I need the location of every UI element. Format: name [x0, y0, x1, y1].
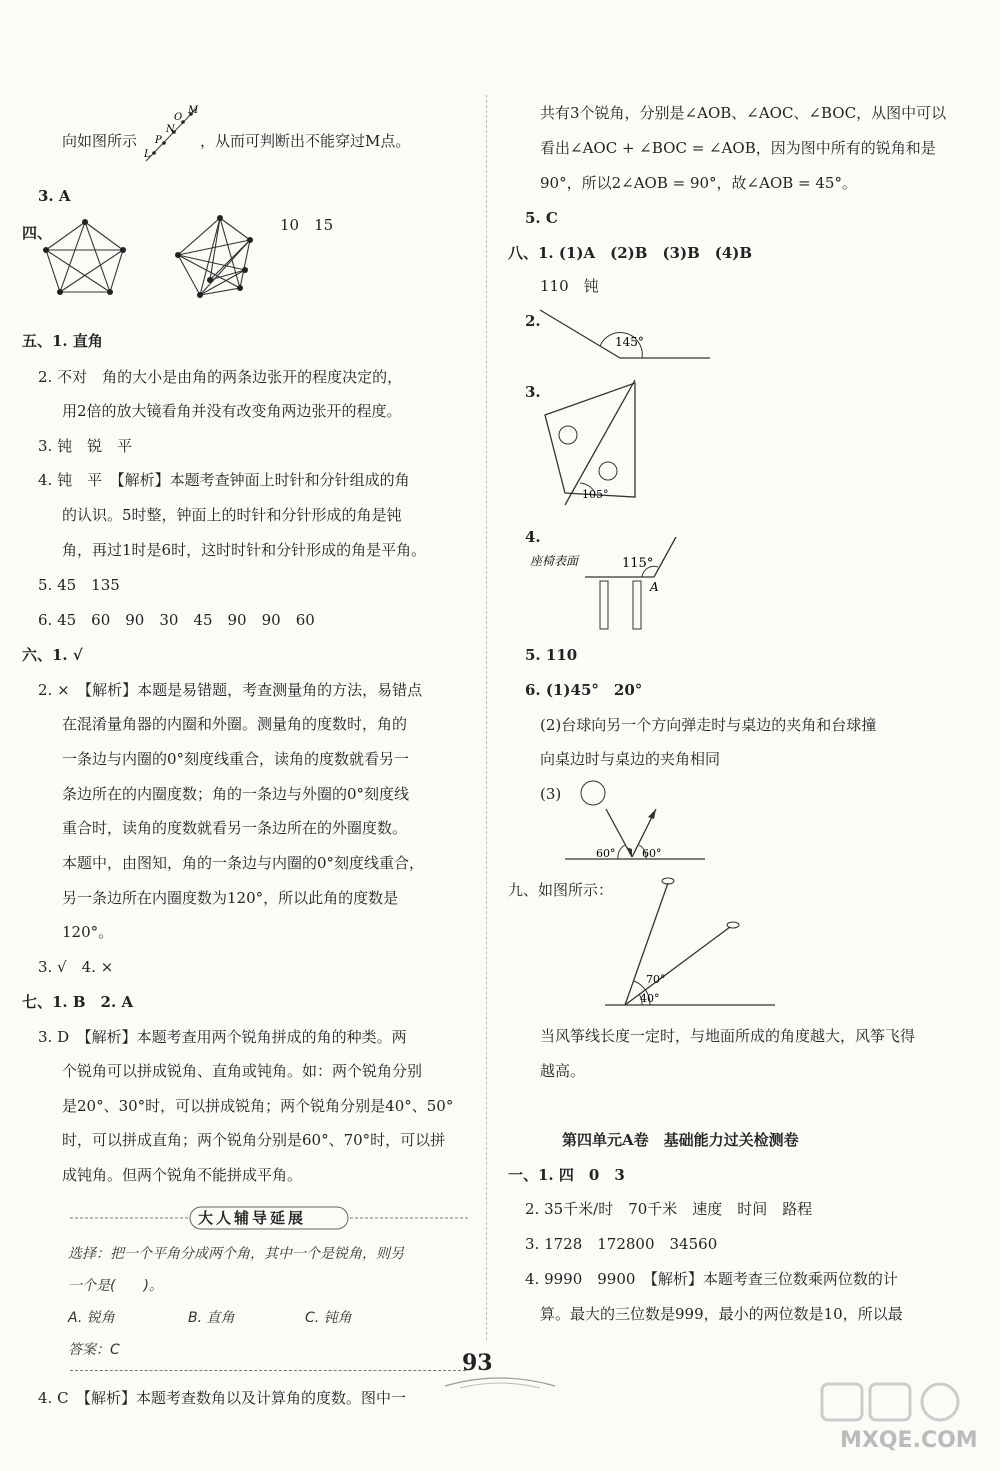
angle-label: 60°: [596, 847, 616, 860]
text-line: 重合时，读角的度数就看另一条边所在的外圈度数。: [62, 819, 408, 837]
page-ornament: [440, 1374, 560, 1392]
text-line: 个锐角可以拼成锐角、直角或钝角。如：两个锐角分别: [62, 1062, 423, 1080]
text-line: 条边所在的内圈度数；角的一条边与外圈的0°刻度线: [62, 785, 410, 803]
handwritten-line: 一个是( )。: [68, 1278, 163, 1294]
answer-line: 3. √ 4. ×: [38, 958, 114, 976]
watermark-text: MXQE.COM: [840, 1428, 978, 1453]
text-line: 在混淆量角器的内圈和外圈。测量角的度数时，角的: [62, 715, 408, 733]
answer-line: 2. 不对 角的大小是由角的两条边张开的程度决定的，: [38, 368, 403, 386]
text-line: 90°，所以2∠AOB = 90°，故∠AOB = 45°。: [540, 174, 857, 192]
text-line: 当风筝线长度一定时，与地面所成的角度越大，风筝飞得: [540, 1027, 916, 1045]
answer-line: 2. × 【解析】本题是易错题，考查测量角的方法，易错点: [38, 681, 423, 699]
angle-145-figure: [535, 300, 715, 370]
answer-line: 2.: [525, 312, 541, 330]
answer-line: 4.: [525, 528, 541, 546]
banner-title: 大人辅导延展: [198, 1209, 307, 1227]
option-a: A. 锐角: [68, 1310, 115, 1326]
handwritten-line: 选择：把一个平角分成两个角，其中一个是锐角，则另: [68, 1246, 404, 1262]
quadrilateral-figure: [540, 375, 650, 525]
text-line: 看出∠AOC + ∠BOC = ∠AOB，因为图中所有的锐角和是: [540, 139, 936, 157]
angle-label: 105°: [582, 488, 609, 501]
billiard-figure: [560, 775, 710, 865]
text-line: 用2倍的放大镜看角并没有改变角两边张开的程度。: [62, 402, 402, 420]
answer-line: 九、如图所示：: [508, 881, 614, 899]
angle-label: 115°: [622, 556, 654, 571]
line-points-figure: [140, 103, 202, 165]
angle-label: 40°: [640, 992, 660, 1005]
angle-label: 60°: [642, 847, 662, 860]
chair-angle-figure: [530, 535, 700, 635]
answer-line: 5. 45 135: [38, 576, 120, 594]
answer-line: 6. 45 60 90 30 45 90 90 60: [38, 611, 315, 629]
angle-label: 70°: [646, 973, 666, 986]
answer-line: 110 钝: [540, 277, 599, 295]
unit-title: 第四单元A卷 基础能力过关检测卷: [562, 1131, 799, 1149]
kite-figure: [600, 875, 780, 1010]
answer-line: 六、1. √: [22, 646, 83, 664]
fig-label: O: [174, 112, 183, 123]
page-number: 93: [462, 1350, 493, 1376]
answer-line: (3): [540, 785, 562, 803]
fig-label: M: [188, 105, 199, 116]
point-label: A: [650, 580, 659, 594]
text-line: 另一条边所在内圈度数为120°，所以此角的度数是: [62, 889, 399, 907]
fig-label: N: [166, 124, 175, 135]
answer-line: 4. 钝 平 【解析】本题考查钟面上时针和分针组成的角: [38, 471, 410, 489]
answer-line: 3.: [525, 383, 541, 401]
pentagon-figures: [40, 210, 270, 320]
answer-line: 4. C 【解析】本题考查数角以及计算角的度数。图中一: [38, 1389, 407, 1407]
answer-line: 3. D 【解析】本题考查用两个锐角拼成的角的种类。两: [38, 1028, 407, 1046]
option-c: C. 钝角: [305, 1310, 352, 1326]
text-line: 角，再过1时是6时，这时时针和分针形成的角是平角。: [62, 541, 427, 559]
answer-line: 5. C: [525, 209, 558, 227]
fig-label: L: [144, 149, 151, 160]
section-heading: 四、: [22, 224, 53, 242]
answer-line: 4. 9990 9900 【解析】本题考查三位数乘两位数的计: [525, 1270, 898, 1288]
answer-line: 八、1. (1)A (2)B (3)B (4)B: [508, 244, 753, 262]
seat-label: 座椅表面: [530, 554, 579, 568]
text-line: 一条边与内圈的0°刻度线重合，读角的度数就看另一: [62, 750, 410, 768]
text-line: 本题中，由图知，角的一条边与内圈的0°刻度线重合，: [62, 854, 425, 872]
text-line: 共有3个锐角，分别是∠AOB、∠AOC、∠BOC，从图中可以: [540, 104, 947, 122]
banner-bottom-rule: [70, 1370, 466, 1371]
answer-line: 2. 35千米/时 70千米 速度 时间 路程: [525, 1200, 813, 1218]
angle-label: 145°: [615, 335, 644, 349]
text-line: ，从而可判断出不能穿过M点。: [200, 132, 411, 150]
answer-line: 5. 110: [525, 646, 578, 664]
fig-label: P: [155, 135, 162, 146]
answer-line: 一、1. 四 0 3: [508, 1166, 625, 1184]
text-line: 的认识。5时整，钟面上的时针和分针形成的角是钝: [62, 506, 402, 524]
text-line: 成钝角。但两个锐角不能拼成平角。: [62, 1166, 303, 1184]
text-line: 算。最大的三位数是999，最小的两位数是10，所以最: [540, 1305, 903, 1323]
answer-line: 七、1. B 2. A: [22, 993, 134, 1011]
answer-line: 五、1. 直角: [22, 332, 103, 350]
text-line: 越高。: [540, 1062, 586, 1080]
text-line: 时，可以拼成直角；两个锐角分别是60°、70°时，可以拼: [62, 1131, 446, 1149]
answer-line: 10 15: [280, 216, 334, 234]
watermark-logo-icon: [818, 1380, 968, 1424]
column-divider: [486, 95, 488, 1340]
text-line: 向桌边时与桌边的夹角相同: [540, 750, 721, 768]
handwritten-answer: 答案：C: [68, 1342, 120, 1358]
option-b: B. 直角: [188, 1310, 235, 1326]
text-line: 120°。: [62, 923, 114, 941]
text-line: 是20°、30°时，可以拼成锐角；两个锐角分别是40°、50°: [62, 1097, 454, 1115]
answer-line: 3. 钝 锐 平: [38, 437, 133, 455]
text-line: (2)台球向另一个方向弹走时与桌边的夹角和台球撞: [540, 716, 877, 734]
answer-line: 6. (1)45° 20°: [525, 681, 643, 699]
answer-line: 3. 1728 172800 34560: [525, 1235, 718, 1253]
text-line: 向如图所示: [62, 132, 138, 150]
answer-line: 3. A: [38, 187, 71, 205]
